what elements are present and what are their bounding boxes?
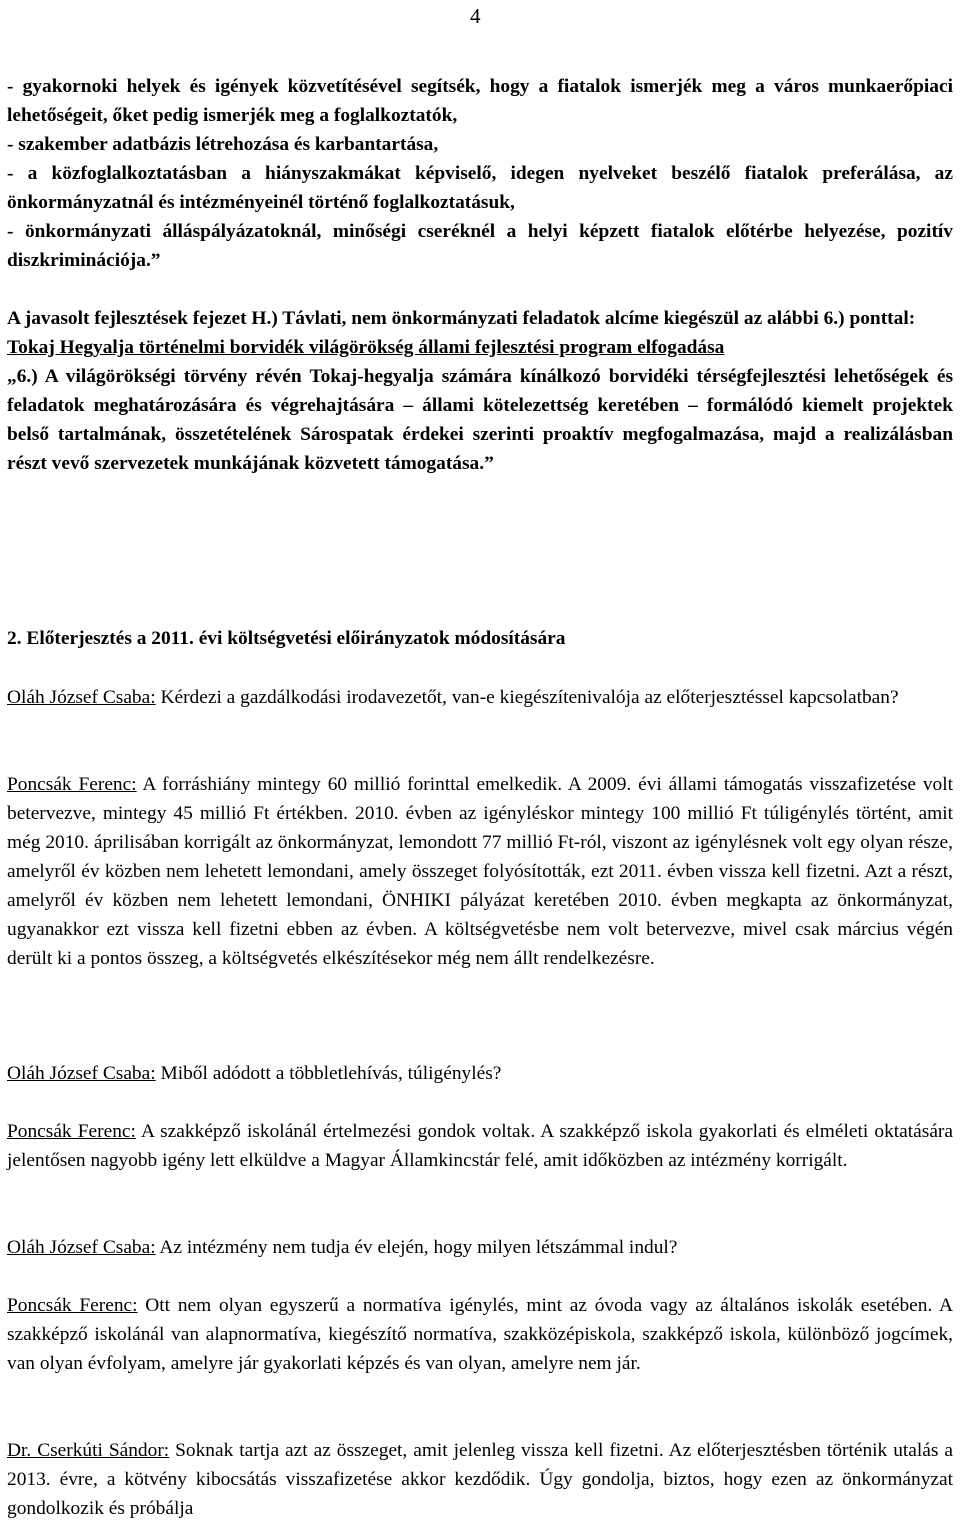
list-item: - a közfoglalkoztatásban a hiányszakmákat képviselő, idegen nyelveket beszélő fiatalok preferálása, az önkormányzatnál és intézményeinél történő foglalkoztatásuk, bbox=[7, 163, 953, 213]
list-item: - gyakornoki helyek és igények közvetítésével segítsék, hogy a fiatalok ismerjék meg a város munkaerőpiaci lehetőségeit, őket pedig ismerjék meg a foglalkoztatók, bbox=[7, 76, 953, 126]
section-heading: 2. Előterjesztés a 2011. évi költségvetési előirányzatok módosítására bbox=[7, 628, 566, 649]
dialogue-3 bbox=[7, 1059, 953, 1088]
speech-text: Miből adódott a többletlehívás, túligénylés? bbox=[155, 1063, 502, 1084]
list-item: - önkormányzati álláspályázatoknál, minőségi cseréknél a helyi képzett fiatalok előtérbe helyezése, pozitív diszkriminációja.” bbox=[7, 221, 953, 271]
speaker-name: Oláh József Csaba: bbox=[7, 1237, 156, 1258]
speech-text: Ott nem olyan egyszerű a normatíva igénylés, mint az óvoda vagy az általános iskolák esetében. A szakképző iskolánál van alapnormatíva, kiegészítő normatíva, szakközépiskola, szakképző iskola, különböző jogcímek, van olyan évfolyam, amelyre jár gyakorlati képzés és van olyan, amelyre nem jár. bbox=[7, 1295, 953, 1374]
dialogue-7 bbox=[7, 1436, 953, 1523]
dialogue-6 bbox=[7, 1291, 953, 1378]
speaker-name: Poncsák Ferenc: bbox=[7, 774, 137, 795]
dialogue-5 bbox=[7, 1233, 953, 1262]
speech-text: A szakképző iskolánál értelmezési gondok voltak. A szakképző iskola gyakorlati és elméleti oktatására jelentősen nagyobb igény lett elküldve a Magyar Államkincstár felé, amit időközben az intézmény korrigált. bbox=[7, 1121, 953, 1171]
speech-text: Kérdezi a gazdálkodási irodavezetőt, van-e kiegészítenivalója az előterjesztéssel kapcsolatban? bbox=[155, 687, 899, 708]
intro-list bbox=[7, 72, 953, 275]
speaker-name: Poncsák Ferenc: bbox=[7, 1295, 138, 1316]
page-number: 4 bbox=[470, 4, 481, 28]
speech-text: Soknak tartja azt az összeget, amit jelenleg vissza kell fizetni. Az előterjesztésben történik utalás a 2013. évre, a kötvény kibocsátás visszafizetése akkor kezdődik. Úgy gondolja, biztos, hogy ezen az önkormányzat gondolkozik és próbálja bbox=[7, 1440, 953, 1519]
amendment-body: „6.) A világörökségi törvény révén Tokaj-hegyalja számára kínálkozó borvidéki térségfejlesztési lehetőségek és feladatok meghatározására és végrehajtására – állami kötelezettség keretében – formálódó kiemelt projektek belső tartalmának, összetételének Sárospatak érdekei szerinti proaktív megfogalmazása, majd a realizálásban részt vevő szervezetek munkájának közvetett támogatása.” bbox=[7, 366, 953, 474]
amendment-intro: A javasolt fejlesztések fejezet H.) Távlati, nem önkormányzati feladatok alcíme kiegészül az alábbi 6.) ponttal: bbox=[7, 308, 916, 329]
speaker-name: Dr. Cserkúti Sándor: bbox=[7, 1440, 170, 1461]
list-item: - szakember adatbázis létrehozása és karbantartása, bbox=[7, 134, 439, 155]
speaker-name: Poncsák Ferenc: bbox=[7, 1121, 136, 1142]
speaker-name: Oláh József Csaba: bbox=[7, 687, 156, 708]
dialogue-2 bbox=[7, 770, 953, 973]
amendment-title: Tokaj Hegyalja történelmi borvidék világörökség állami fejlesztési program elfogadása bbox=[7, 337, 725, 358]
dialogue-4 bbox=[7, 1117, 953, 1175]
dialogue-1 bbox=[7, 683, 953, 712]
speaker-name: Oláh József Csaba: bbox=[7, 1063, 156, 1084]
speech-text: A forráshiány mintegy 60 millió forinttal emelkedik. A 2009. évi állami támogatás visszafizetése volt betervezve, mintegy 45 millió Ft értékben. 2010. évben az igényléskor mintegy 100 millió Ft túligénylés történt, amit még 2010. áprilisában korrigált az önkormányzat, lemondott 77 millió Ft-ról, viszont az igénylésnek volt egy olyan része, amelyről év közben nem lehetett lemondani, amely összeget folyósították, ezt 2011. évben vissza kell fizetni. Azt a részt, amelyről év közben nem lehetett lemondani, ÖNHIKI pályázat keretében 2010. évben megkapta az önkormányzat, ugyanakkor ezt vissza kell fizetni ebben az évben. A költségvetésbe nem volt betervezve, mivel csak március végén derült ki a pontos összeg, a költségvetés elkészítésekor még nem állt rendelkezésre. bbox=[7, 774, 953, 969]
amendment-section bbox=[7, 304, 953, 478]
speech-text: Az intézmény nem tudja év elején, hogy milyen létszámmal indul? bbox=[155, 1237, 678, 1258]
